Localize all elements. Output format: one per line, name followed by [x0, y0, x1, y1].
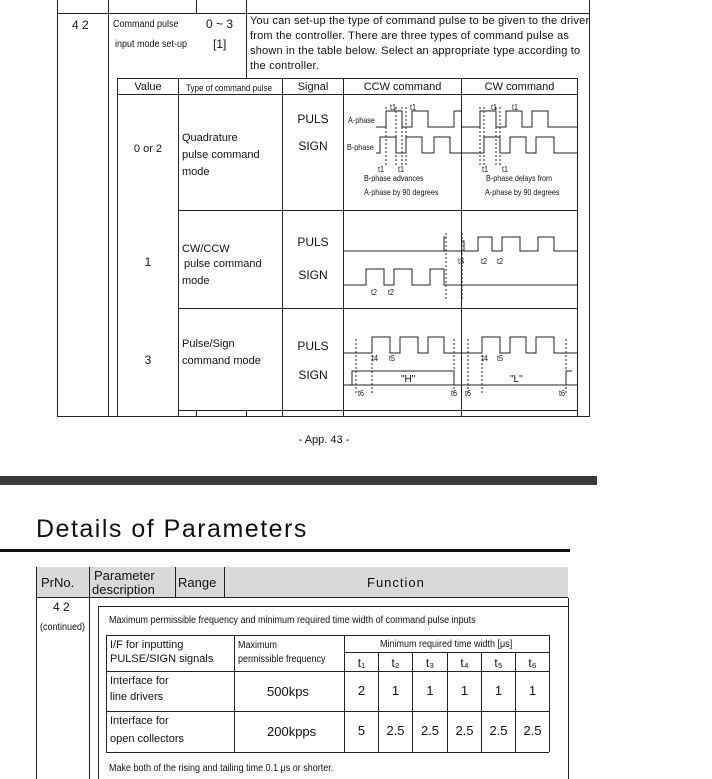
ps-t6-d: t6 — [559, 389, 566, 398]
row-oc-t5: 2.5 — [489, 723, 508, 738]
row-ld-freq: 500kps — [267, 684, 309, 699]
row1-type-line2: pulse command — [182, 149, 260, 161]
row3-type-line2: command mode — [182, 355, 261, 367]
ccw-t1-bot-a: t1 — [378, 165, 385, 174]
row-ld-t2: 1 — [391, 683, 400, 698]
range-default: [1] — [213, 37, 227, 51]
ccw-t1-top-a: t1 — [390, 103, 397, 112]
page-title: Details of Parameters — [36, 515, 308, 543]
row-ld-line1: Interface for — [110, 675, 169, 687]
cw-t1-bot-b: t1 — [502, 165, 509, 174]
row-ld-t4: 1 — [460, 683, 469, 698]
t-header-6: t₆ — [528, 656, 537, 670]
row-ld-t6: 1 — [528, 683, 537, 698]
page-number: - App. 43 - — [298, 434, 350, 446]
ccw-note-line2: A-phase by 90 degrees — [364, 188, 439, 197]
page-divider — [0, 476, 597, 485]
row-oc-t1: 5 — [357, 723, 366, 738]
row-oc-line2: open collectors — [110, 733, 184, 745]
header-param-line2: description — [92, 582, 155, 597]
row1-type-line3: mode — [182, 166, 210, 178]
ps-t4-cw: t4 — [482, 354, 489, 363]
header-value: Value — [134, 81, 162, 93]
param-name-line2: input mode set-up — [115, 39, 188, 50]
row1-value: 0 or 2 — [133, 143, 163, 155]
header-param-line1: Parameter — [94, 568, 155, 583]
col-freq-line1: Maximum — [238, 640, 278, 651]
row-oc-t6: 2.5 — [523, 723, 542, 738]
pulse-sign-waveform — [344, 309, 577, 409]
row-oc-line1: Interface for — [110, 715, 169, 727]
row2-signal-puls: PULS — [297, 235, 329, 249]
range-value: 0 ~ 3 — [206, 17, 234, 31]
timing-note: Make both of the rising and tailing time 0.1 μs or shorter. — [109, 763, 334, 774]
cw-ccw-t2-d: t2 — [388, 288, 395, 297]
header-range: Range — [178, 575, 217, 590]
row1-signal-puls: PULS — [297, 112, 329, 126]
col-if-line1: I/F for inputting — [110, 639, 184, 651]
cw-note-line1: B-phase delays from — [486, 174, 553, 183]
header-ccw: CCW command — [363, 81, 442, 93]
row-ld-t5: 1 — [494, 683, 503, 698]
row1-type-line1: Quadrature — [182, 132, 238, 144]
row-oc-t2: 2.5 — [386, 723, 405, 738]
row1-signal-sign: SIGN — [298, 139, 328, 153]
cw-ccw-t2-a: t2 — [481, 257, 488, 266]
header-cw: CW command — [484, 81, 555, 93]
col-freq-line2: permissible frequency — [238, 654, 326, 665]
cw-t1-bot-a: t1 — [482, 165, 489, 174]
row3-type-line1: Pulse/Sign — [182, 338, 235, 350]
cw-t1-top-a: t1 — [491, 103, 498, 112]
ps-t6-a: t6 — [358, 389, 365, 398]
row3-signal-sign: SIGN — [298, 368, 328, 382]
t-header-2: t₂ — [391, 656, 400, 670]
row3-value: 3 — [144, 353, 152, 367]
col-min-width: Minimum required time width [μs] — [380, 639, 513, 650]
description-text: You can set-up the type of command pulse to be given to the driver from the controller. There are three types of command pulse as shown in the table below. Select an appropriate type according to the controller. — [250, 15, 590, 72]
row2-type-line1: CW/CCW — [182, 243, 230, 255]
cw-t1-top-b: t1 — [512, 103, 519, 112]
ps-t4-ccw: t4 — [372, 354, 379, 363]
row2-signal-sign: SIGN — [298, 268, 328, 282]
row2-value: 1 — [144, 255, 152, 269]
ps-t6-b: t6 — [451, 389, 458, 398]
ps-t6-c: t6 — [465, 389, 472, 398]
row3-signal-puls: PULS — [297, 339, 329, 353]
cw-ccw-t2-c: t2 — [371, 288, 378, 297]
param-no-continued: 4 2 — [53, 600, 70, 614]
row-ld-t1: 2 — [357, 683, 366, 698]
ccw-t1-bot-b: t1 — [398, 165, 405, 174]
row2-type-line2: pulse command — [184, 258, 262, 270]
cw-ccw-t3-label: t3 — [458, 257, 465, 266]
header-signal: Signal — [297, 81, 329, 93]
row-ld-line2: line drivers — [110, 691, 164, 703]
t-header-1: t₁ — [357, 656, 366, 670]
header-prno: PrNo. — [41, 575, 75, 590]
ps-t5-cw: t5 — [497, 354, 504, 363]
col-if-line2: PULSE/SIGN signals — [110, 653, 214, 665]
t-header-3: t₃ — [425, 656, 435, 670]
header-function: Function — [367, 575, 425, 590]
header-type: Type of command pulse — [186, 83, 273, 93]
row-oc-freq: 200kpps — [267, 724, 317, 739]
ccw-note-line1: B-phase advances — [364, 174, 424, 183]
title-underline — [0, 549, 570, 552]
row-ld-t3: 1 — [426, 683, 434, 698]
row2-type-line3: mode — [182, 275, 210, 287]
continued-label: (continued) — [40, 622, 86, 633]
ccw-t1-top-b: t1 — [410, 103, 417, 112]
t-header-5: t₅ — [494, 656, 503, 670]
ps-h-label: "H" — [401, 374, 416, 385]
cw-note-line2: A-phase by 90 degrees — [485, 188, 560, 197]
ps-t5-ccw: t5 — [389, 354, 396, 363]
t-header-4: t₄ — [460, 656, 469, 670]
ccw-a-phase-label: A-phase — [348, 116, 375, 125]
row-oc-t4: 2.5 — [455, 723, 474, 738]
param-name-line1: Command pulse — [113, 19, 179, 30]
section-title: Maximum permissible frequency and minimum required time width of command pulse inputs — [109, 615, 476, 626]
param-number: 4 2 — [72, 18, 89, 32]
ps-l-label: "L" — [510, 374, 523, 385]
ccw-b-phase-label: B-phase — [347, 143, 374, 152]
cw-ccw-t2-b: t2 — [497, 257, 504, 266]
row-oc-t3: 2.5 — [420, 723, 440, 738]
